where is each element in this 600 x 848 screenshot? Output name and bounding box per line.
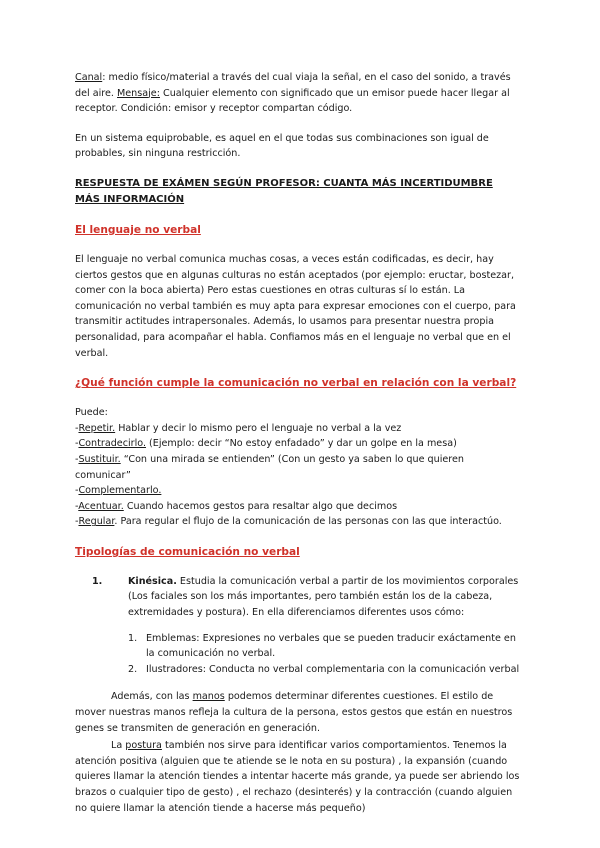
funciones-list xyxy=(75,405,522,530)
list-item xyxy=(75,499,522,515)
mensaje-text: Cualquier elemento con significado que un emisor puede hacer llegar al receptor. Condición: emisor y receptor compartan código. xyxy=(75,87,510,115)
canal-mensaje-paragraph xyxy=(75,70,522,117)
postura-post: también nos sirve para identificar varios comportamientos. Tenemos la atención positiva (alguien que te atiende se le nota en su postura) , la expansión (cuando quieres llamar la atención tiendes a intentar hacerte más grande, ya puede ser abriendo los brazos o cualquier tipo de gesto) , el rechazo (desinterés) y la contracción (cuando alguien no quiere llamar la atención tiende a hacerse más pequeño) xyxy=(75,740,520,814)
list-prefix: - xyxy=(75,500,79,512)
list-item xyxy=(75,421,522,437)
list-item xyxy=(75,514,522,530)
lenguaje-no-verbal-body: El lenguaje no verbal comunica muchas cosas, a veces están codificadas, es decir, hay ciertos gestos que en algunas culturas no están aceptados (por ejemplo: eructar, bostezar, comer con la boca abierta) Pero estas cuestiones en otras culturas sí lo están. La comunicación no verbal también es muy apta para expresar emociones con el cuerpo, para transmitir actitudes intrapersonales. Además, lo usamos para presentar nuestra propia personalidad, para acompañar el habla. Confiamos más en el lenguaje no verbal que en el verbal. xyxy=(75,253,516,359)
kinesica-content xyxy=(128,574,522,621)
heading-funcion: ¿Qué función cumple la comunicación no verbal en relación con la verbal? xyxy=(75,377,517,390)
canal-text: : medio físico/material a través del cual viaja la señal, en el caso del sonido, a través del aire. xyxy=(75,72,511,99)
equiprobable-paragraph: En un sistema equiprobable, es aquel en el que todas sus combinaciones son igual de probables, sin ninguna restricción. xyxy=(75,132,489,160)
list-marker: 1. xyxy=(128,632,138,644)
list-prefix: - xyxy=(75,453,79,465)
list-item xyxy=(75,483,522,499)
postura-paragraph xyxy=(75,738,522,816)
list-marker: 1. xyxy=(92,575,103,587)
tipologias-list xyxy=(75,574,522,678)
list-text: . Para regular el flujo de la comunicación de las personas con las que interactúo. xyxy=(114,516,502,528)
list-term: Contradecirlo. xyxy=(78,438,146,450)
subitem-text: Ilustradores: Conducta no verbal complementaria con la comunicación verbal xyxy=(146,663,520,675)
list-prefix: - xyxy=(75,422,79,434)
kinesica-term: Kinésica. xyxy=(128,575,177,587)
list-prefix: - xyxy=(75,485,79,497)
funciones-lead: Puede: xyxy=(75,407,108,419)
manos-pre: Además, con las xyxy=(111,691,193,703)
subitem-text: Emblemas: Expresiones no verbales que se pueden traducir exáctamente en la comunicación no verbal. xyxy=(146,632,516,660)
list-item xyxy=(75,436,522,452)
heading-tipologias: Tipologías de comunicación no verbal xyxy=(75,545,300,558)
list-term: Acentuar. xyxy=(78,500,124,512)
manos-paragraph xyxy=(75,689,522,736)
kinesica-sublist xyxy=(75,631,522,678)
list-item xyxy=(75,452,522,483)
list-term: Complementarlo. xyxy=(78,485,162,497)
list-text: “Con una mirada se entienden” (Con un gesto ya saben lo que quieren comunicar” xyxy=(75,453,465,481)
manos-term: manos xyxy=(192,691,225,703)
postura-term: postura xyxy=(125,740,162,752)
heading-lenguaje-no-verbal: El lenguaje no verbal xyxy=(75,223,201,236)
list-item-kinesica xyxy=(75,574,522,621)
mensaje-term: Mensaje: xyxy=(117,87,160,99)
list-prefix: - xyxy=(75,516,79,528)
list-term: Sustituir. xyxy=(78,453,121,465)
list-text: (Ejemplo: decir “No estoy enfadado” y dar un golpe en la mesa) xyxy=(146,438,457,450)
list-term: Repetir. xyxy=(78,422,116,434)
list-prefix: - xyxy=(75,438,79,450)
list-term: Regular xyxy=(78,516,115,528)
list-marker: 2. xyxy=(128,663,138,675)
canal-term: Canal xyxy=(75,72,103,83)
list-text: Hablar y decir lo mismo pero el lenguaje no verbal a la vez xyxy=(115,422,402,434)
exam-note: RESPUESTA DE EXÁMEN SEGÚN PROFESOR: CUANTA MÁS INCERTIDUMBRE MÁS INFORMACIÓN xyxy=(75,177,493,205)
list-text: Cuando hacemos gestos para resaltar algo que decimos xyxy=(123,500,398,512)
list-item xyxy=(128,631,522,662)
manos-post: podemos determinar diferentes cuestiones. El estilo de mover nuestras manos refleja la cultura de la persona, estos gestos que están en nuestros genes se transmiten de generación en generación. xyxy=(75,691,513,734)
kinesica-text: Estudia la comunicación verbal a partir de los movimientos corporales (Los faciales son los más importantes, pero también están los de la cabeza, extremidades y postura). En ella diferenciamos diferentes usos cómo: xyxy=(128,575,519,619)
postura-pre: La xyxy=(111,740,126,752)
list-item xyxy=(128,662,522,678)
